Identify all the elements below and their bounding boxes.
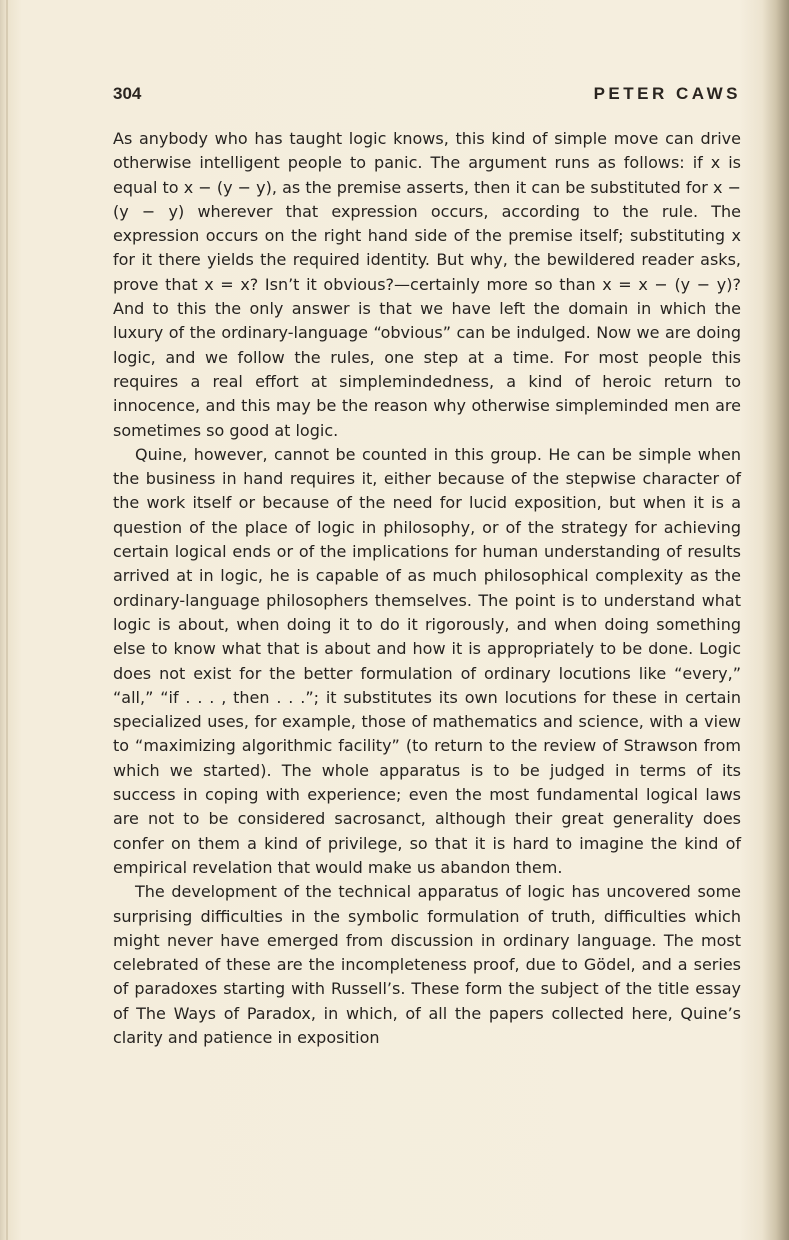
paragraph-2: Quine, however, cannot be counted in this group. He can be simple when the business in hand requires it, either because of the stepwise character of the work itself or because of the need for lucid exposition, but when it is a question of the place of logic in philosophy, or of the strategy for achieving certain logical ends or of the implications for human understanding of results arrived at in logic, he is capable of as much philosophical complexity as the ordinary-language philosophers themselves. The point is to understand what logic is about, when doing it to do it rigorously, and when doing something else to know what that is about and how it is appropriately to be done. Logic does not exist for the better formulation of ordinary locutions like “every,” “all,” “if . . . , then . . .”; it substitutes its own locutions for these in certain specialized uses, for example, those of mathematics and science, with a view to “maximizing algorithmic facility” (to return to the review of Strawson from which we started). The whole apparatus is to be judged in terms of its success in coping with experience; even the most fundamental logical laws are not to be considered sacrosanct, although their great generality does confer on them a kind of privilege, so that it is hard to imagine the kind of empirical revelation that would make us abandon them.	[113, 444, 741, 877]
binding-gutter	[6, 0, 8, 1240]
paragraph-3: The development of the technical apparatus of logic has uncovered some surprising difficulties in the symbolic formulation of truth, difficulties which might never have emerged from discussion in ordinary language. The most celebrated of these are the incompleteness proof, due to Gödel, and a series of paradoxes starting with Russell’s. These form the subject of the title essay of The Ways of Paradox, in which, of all the papers collected here, Quine’s clarity and patience in exposition	[113, 882, 741, 1047]
page-header	[113, 84, 741, 110]
page-number: 304	[113, 84, 142, 103]
paragraph-1: As anybody who has taught logic knows, this kind of simple move can drive otherwise intelligent people to panic. The argument runs as follows: if x is equal to x − (y − y), as the premise asserts, then it can be substituted for x − (y − y) wherever that expression occurs, according to the rule. The expression occurs on the right hand side of the premise itself; substituting x for it there yields the required identity. But why, the bewildered reader asks, prove that x = x? Isn’t it obvious?—certainly more so than x = x − (y − y)? And to this the only answer is that we have left the domain in which the luxury of the ordinary-language “obvious” can be indulged. Now we are doing logic, and we follow the rules, one step at a time. For most people this requires a real effort at simplemindedness, a kind of heroic return to innocence, and this may be the reason why otherwise simpleminded men are sometimes so good at logic.	[113, 129, 741, 440]
body-text	[113, 127, 741, 1050]
running-head: PETER CAWS	[593, 84, 741, 103]
